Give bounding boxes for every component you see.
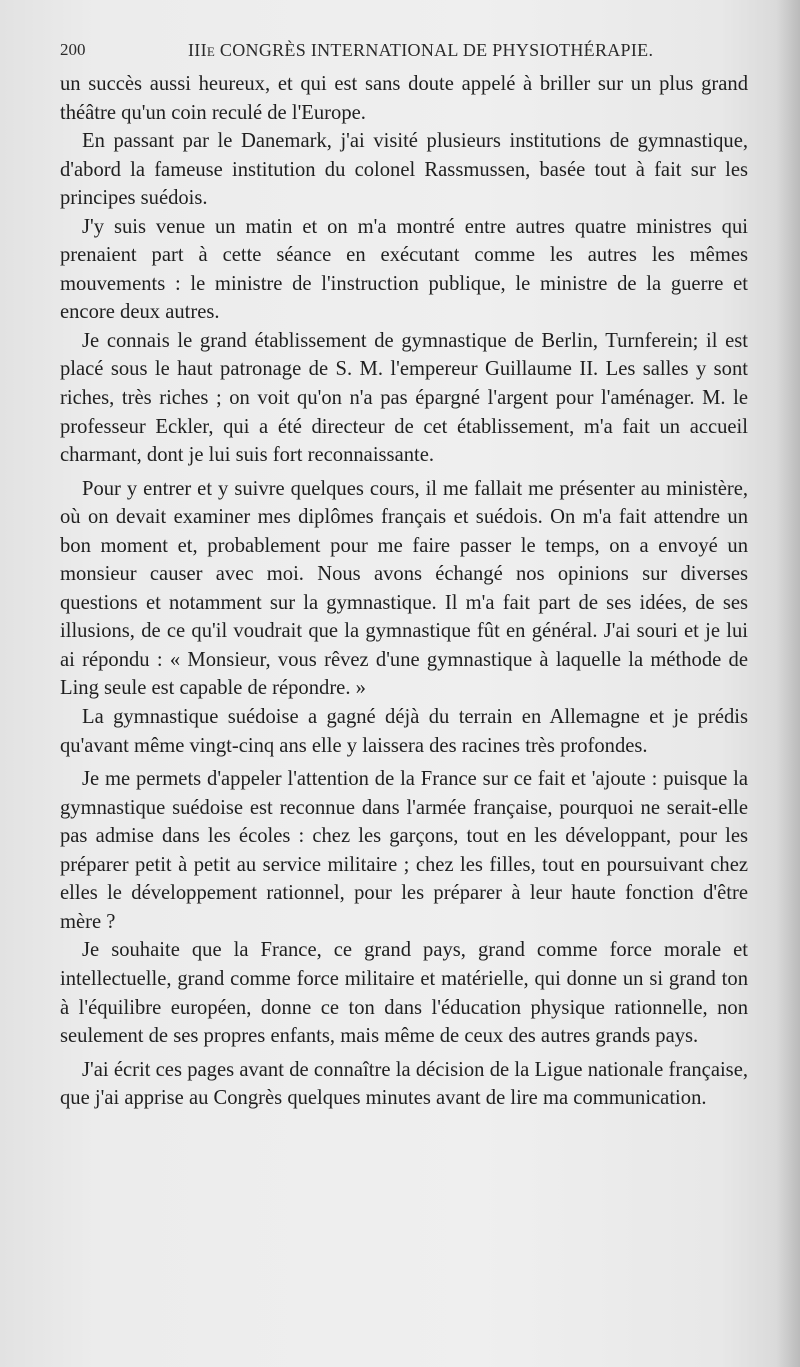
paragraph-ministere: Pour y entrer et y suivre quelques cours, il me fallait me présenter au ministère, où on devait examiner mes diplômes français et suédois. On m'a fait attendre un bon moment et, probablement pour me faire passer le temps, on a envoyé un monsieur causer avec moi. Nous avons échangé nos opinions sur diverses questions et notamment sur la gymnastique. Il m'a fait part de ses idées, de ses illusions, de ce qu'il voudrait que la gymnastique fût en général. J'ai souri et je lui ai répondu : « Monsieur, vous rêvez d'une gymnastique à laquelle la méthode de Ling seule est capable de répondre. » [60,477,748,700]
paragraph-ministres: J'y suis venue un matin et on m'a montré entre autres quatre ministres qui prenaient part à cette séance en exécutant comme les autres les mêmes mouvements : le ministre de l'instruction publique, le ministre de la guerre et encore deux autres. [60,215,748,324]
running-title: IIIe CONGRÈS INTERNATIONAL DE PHYSIOTHÉRAPIE. [188,40,654,60]
page-edge-shadow [776,0,800,1367]
paragraph-berlin: Je connais le grand établissement de gymnastique de Berlin, Turnferein; il est placé sous le haut patronage de S. M. l'empereur Guillaume II. Les salles y sont riches, très riches ; on voit qu'on n'a pas épargné l'argent pour l'aménager. M. le professeur Eckler, qui a été directeur de cet établissement, m'a fait un accueil charmant, dont je lui suis fort reconnaissante. [60,329,748,467]
paragraph-continuation: un succès aussi heureux, et qui est sans doute appelé à briller sur un plus grand théâtre qu'un coin reculé de l'Europe. [60,73,748,124]
paragraph-danemark: En passant par le Danemark, j'ai visité plusieurs institutions de gymnastique, d'abord la fameuse institution du colonel Rassmussen, basée tout à fait sur les principes suédois. [60,130,748,210]
paragraph-ligue: J'ai écrit ces pages avant de connaître la décision de la Ligue nationale française, que j'ai apprise au Congrès quelques minutes avant de lire ma communication. [60,1058,748,1110]
page-number: 200 [60,40,86,59]
running-header [60,40,750,66]
paragraph-france: Je me permets d'appeler l'attention de la France sur ce fait et 'ajoute : puisque la gymnastique suédoise est reconnue dans l'armée française, pourquoi ne serait-elle pas admise dans les écoles : chez les garçons, tout en les développant, pour les préparer petit à petit au service militaire ; chez les filles, tout en poursuivant chez elles le développement rationnel, pour les préparer à leur haute fonction d'être mère ? [60,768,748,933]
paragraph-allemagne: La gymnastique suédoise a gagné déjà du terrain en Allemagne et je prédis qu'avant même vingt-cinq ans elle y laissera des racines très profondes. [60,706,748,757]
paragraph-souhait: Je souhaite que la France, ce grand pays, grand comme force morale et intellectuelle, grand comme force militaire et matérielle, qui donne un si grand ton à l'équilibre européen, donne ce ton dans l'éducation physique rationnelle, non seulement de ses propres enfants, mais même de ceux des autres grands pays. [60,939,748,1048]
body-text [60,70,748,1113]
